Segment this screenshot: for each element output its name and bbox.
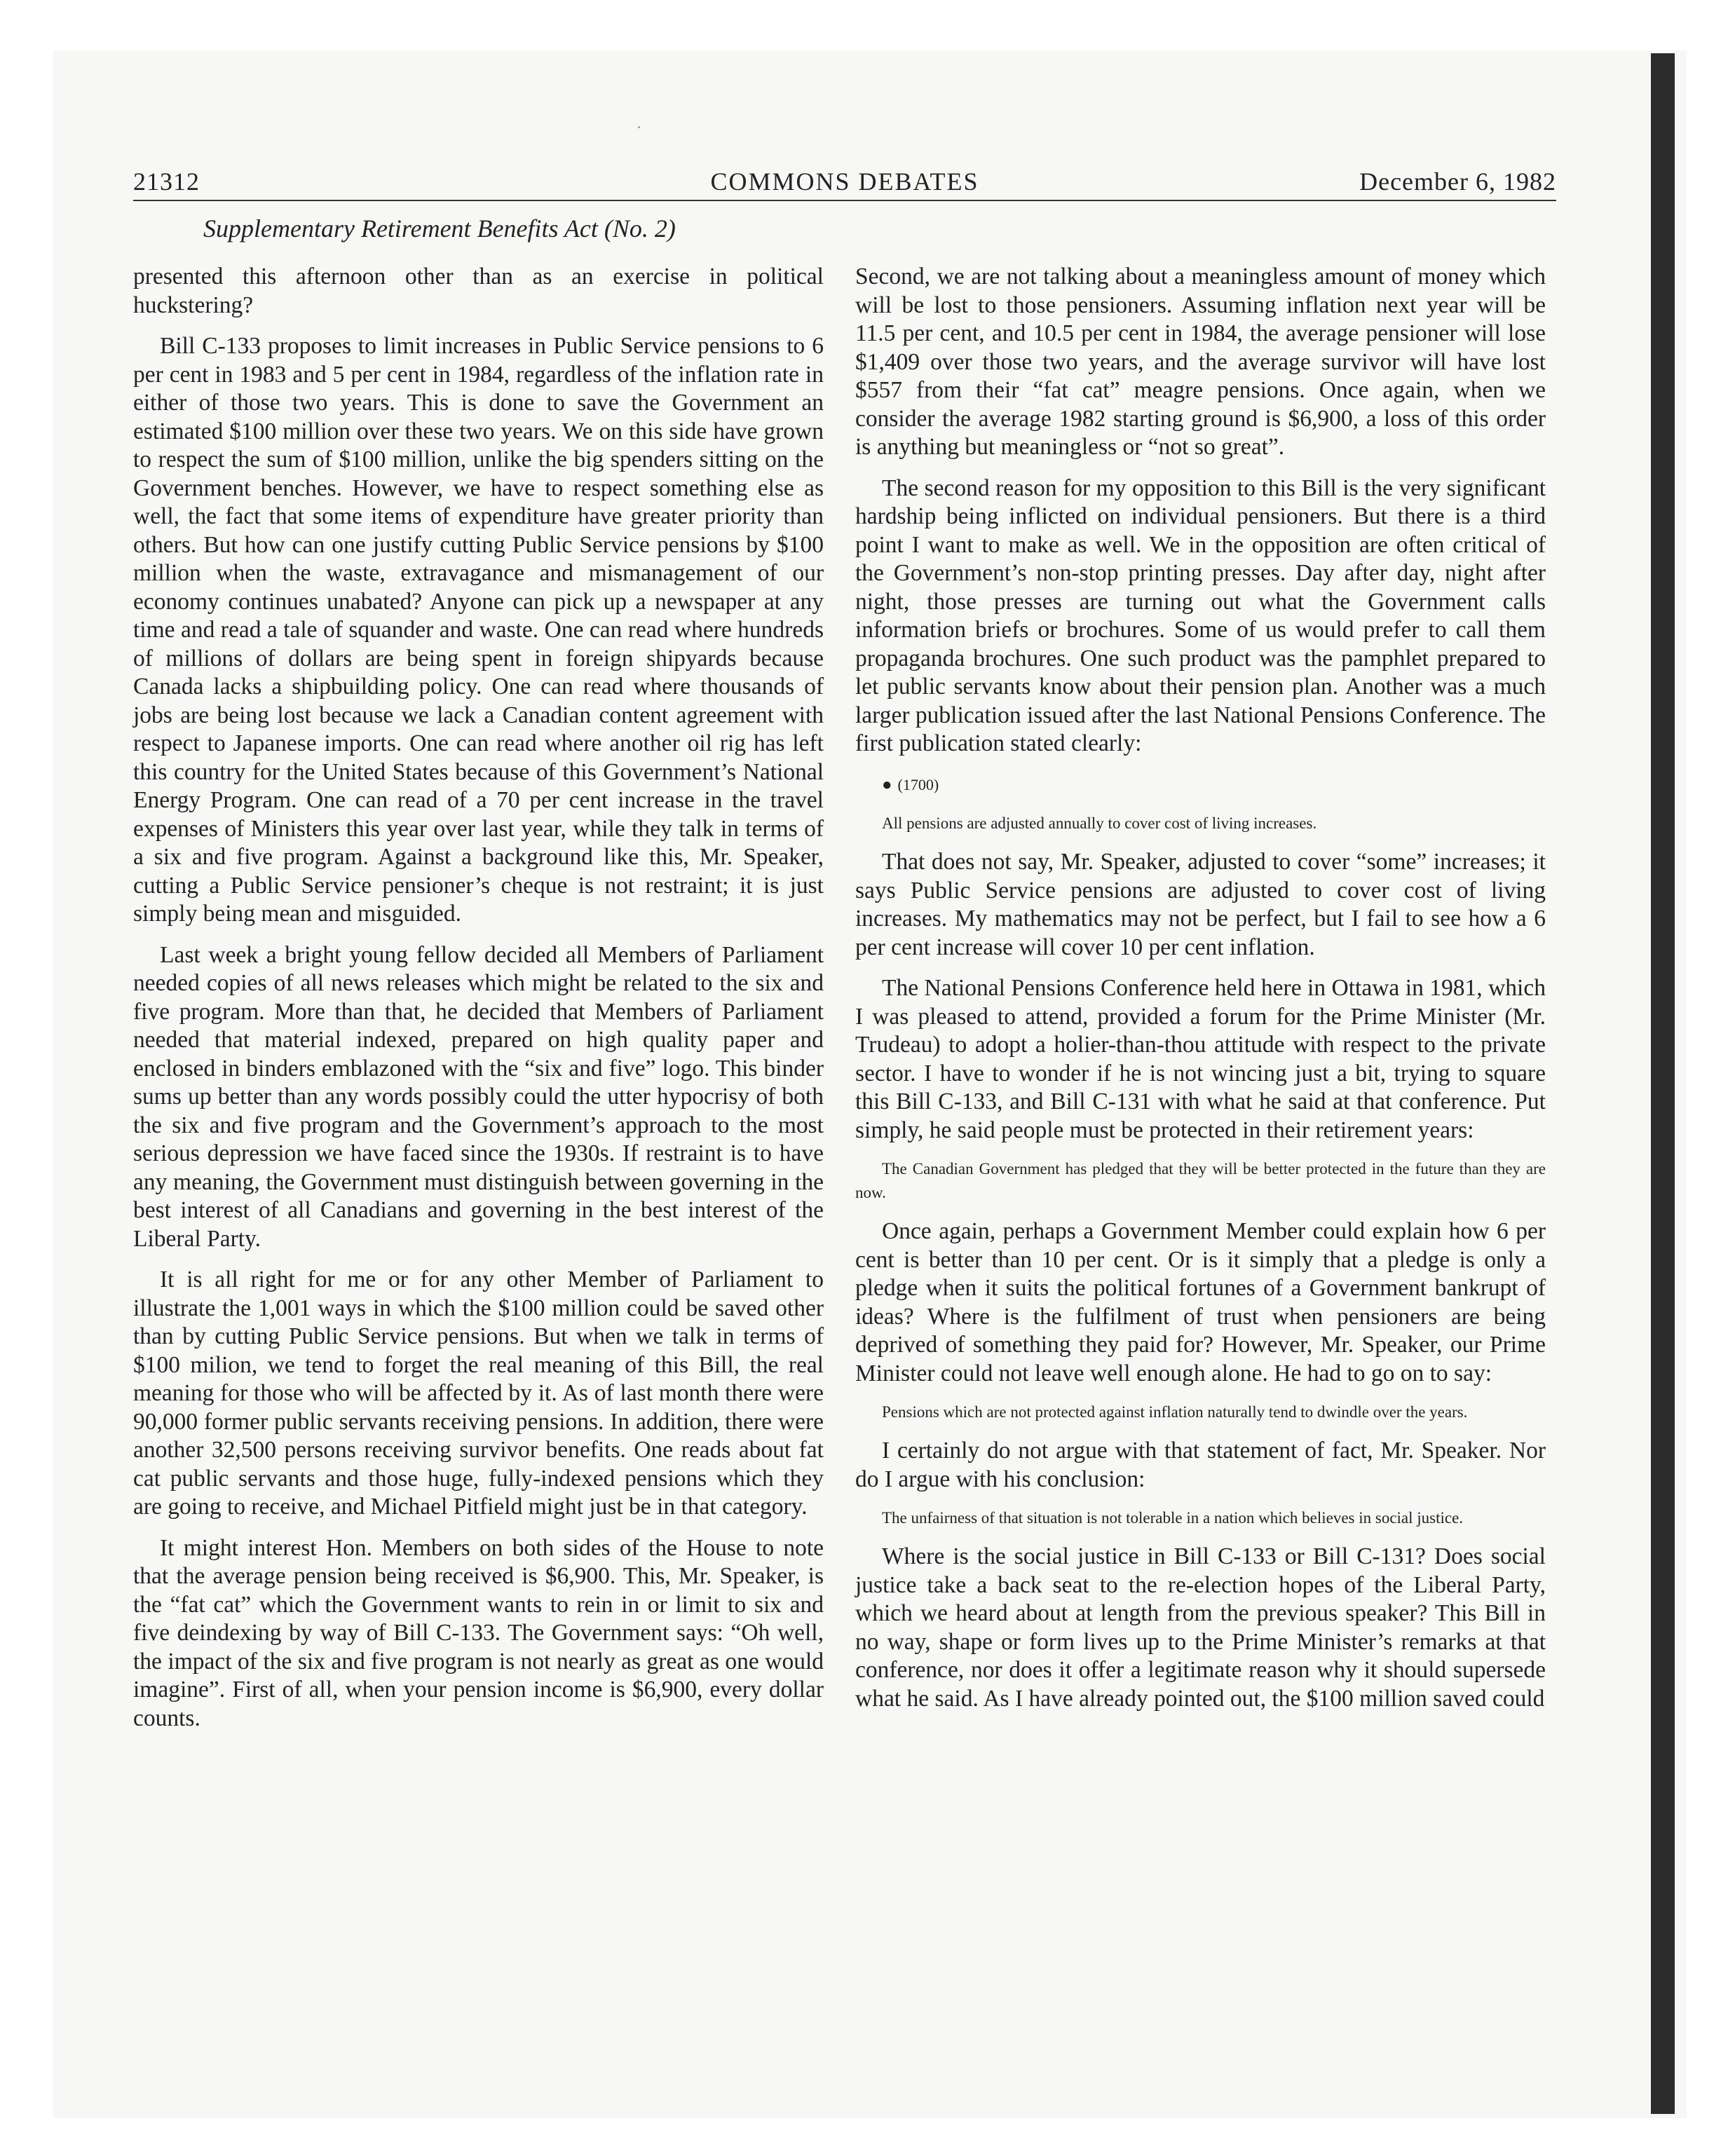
left-column — [133, 263, 824, 1745]
paragraph: That does not say, Mr. Speaker, adjusted to cover “some” increases; it says Public Service pensions are adjusted to cover cost of living increases. My mathematics may not be perfect, but I fail to see how a 6 per cent increase will cover 10 per cent inflation. — [855, 849, 1546, 960]
time-marker — [855, 771, 1546, 800]
time-marker-label: (1700) — [897, 775, 939, 793]
paragraph: Last week a bright young fellow decided all Members of Parliament needed copies of all news releases which might be related to the six and five program. More than that, he decided that Members of Parliament needed that material indexed, prepared on high quality paper and enclosed in binders emblazoned with the “six and five” logo. This binder sums up better than any words possibly could the utter hypocrisy of both the six and five program and the Government’s approach to the most serious depression we have faced since the 1930s. If restraint is to have any meaning, the Government must distinguish between governing in the best interest of all Canadians and governing in the best interest of the Liberal Party. — [133, 941, 824, 1252]
block-quote: The unfairness of that situation is not tolerable in a nation which believes in social justice. — [882, 1509, 1464, 1527]
page-header — [133, 167, 1556, 200]
header-rule — [133, 200, 1556, 201]
paragraph: Where is the social justice in Bill C-133 or Bill C-131? Does social justice take a back seat to the re-election hopes of the Liberal Party, which we heard about at length from the previous speaker? This Bill in no way, shape or form lives up to the Prime Minister’s remarks at that conference, nor does it offer a legitimate reason why it should supersede what he said. As I have already pointed out, the $100 million saved could — [855, 1543, 1546, 1712]
paragraph: Bill C-133 proposes to limit increases in Public Service pensions to 6 per cent in 1983 and 5 per cent in 1984, regardless of the inflation rate in either of those two years. This is done to save the Government an estimated $100 million over these two years. We on this side have grown to respect the sum of $100 million, unlike the big spenders sitting on the Government benches. However, we have to respect something else as well, the fact that some items of expenditure have greater priority than others. But how can one justify cutting Public Service pensions by $100 million when the waste, extravagance and mismanagement of our economy continues unabated? Anyone can pick up a newspaper at any time and read a tale of squander and waste. One can read where hundreds of millions of dollars are being spent in foreign shipyards because Canada lacks a shipbuilding policy. One can read where thousands of jobs are being lost because we lack a Canadian content agreement with respect to Japanese imports. One can read where another oil rig has left this country for the United States because of this Government’s National Energy Program. One can read of a 70 per cent increase in the travel expenses of Ministers this year over last year, while they talk in terms of a six and five program. Against a background like this, Mr. Speaker, cutting a Public Service pensioner’s cheque is not restraint; it is just simply being mean and misguided. — [133, 333, 824, 927]
paragraph: It is all right for me or for any other Member of Parliament to illustrate the 1,001 ways in which the $100 million could be saved other than by cutting Public Service pensions. But when we talk in terms of $100 milion, we tend to forget the real meaning of this Bill, the real meaning for those who will be affected by it. As of last month there were 90,000 former public servants receiving pensions. In addition, there were another 32,500 persons receiving survivor benefits. One reads about fat cat public servants and those huge, fully-indexed pensions which they are going to receive, and Michael Pitfield might just be in that category. — [133, 1267, 824, 1520]
paragraph: Once again, perhaps a Government Member could explain how 6 per cent is better than 10 per cent. Or is it simply that a pledge is only a pledge when it suits the political fortunes of a Government bankrupt of ideas? Where is the fulfilment of trust when pensioners are being deprived of something they paid for? However, Mr. Speaker, our Prime Minister could not leave well enough alone. He had to go on to say: — [855, 1218, 1546, 1386]
scan-edge-bar — [1651, 53, 1675, 2114]
paragraph: It might interest Hon. Members on both sides of the House to note that the average pension being received is $6,900. This, Mr. Speaker, is the “fat cat” which the Government wants to rein in or limit to six and five deindexing by way of Bill C-133. The Government says: “Oh well, the impact of the six and five program is not nearly as great as one would imagine”. First of all, when your pension income is $6,900, every dollar counts. — [133, 1534, 824, 1731]
block-quote: The Canadian Government has pledged that they will be better protected in the future than they are now. — [855, 1160, 1546, 1201]
paragraph: Second, we are not talking about a meaningless amount of money which will be lost to those pensioners. Assuming inflation next year will be 11.5 per cent, and 10.5 per cent in 1984, the average pensioner will lose $1,409 over those two years, and the average survivor will have lost $557 from their “fat cat” meagre pensions. Once again, when we consider the average 1982 starting ground is $6,900, a loss of this order is anything but meaningless or “not so great”. — [855, 264, 1546, 460]
page-number: 21312 — [133, 168, 200, 196]
publication-title: COMMONS DEBATES — [710, 168, 979, 196]
paragraph: The second reason for my opposition to this Bill is the very significant hardship being inflicted on individual pensioners. But there is a third point I want to make as well. We in the opposition are often critical of the Government’s non-stop printing presses. Day after day, night after night, those presses are turning out what the Government calls information briefs or brochures. Some of us would prefer to call them propaganda brochures. One such product was the pamphlet prepared to let public servants know about their pension plan. Another was a much larger publication issued after the last National Pensions Conference. The first publication stated clearly: — [855, 475, 1546, 756]
bullet-icon: ● — [882, 775, 892, 794]
publication-date: December 6, 1982 — [1359, 168, 1556, 196]
paragraph: I certainly do not argue with that statement of fact, Mr. Speaker. Nor do I argue with his conclusion: — [855, 1438, 1546, 1492]
block-quote: Pensions which are not protected against inflation naturally tend to dwindle over the years. — [882, 1403, 1468, 1421]
scan-speck — [638, 126, 640, 128]
running-head: Supplementary Retirement Benefits Act (No. 2) — [203, 214, 676, 243]
right-column — [855, 263, 1546, 1726]
paragraph: presented this afternoon other than as an exercise in political huckstering? — [133, 264, 824, 318]
paragraph: The National Pensions Conference held here in Ottawa in 1981, which I was pleased to attend, provided a forum for the Prime Minister (Mr. Trudeau) to adopt a holier-than-thou attitude with respect to the private sector. I have to wonder if he is not wincing just a bit, trying to square this Bill C-133, and Bill C-131 with what he said at that conference. Put simply, he said people must be protected in their retirement years: — [855, 975, 1546, 1143]
block-quote: All pensions are adjusted annually to cover cost of living increases. — [882, 814, 1317, 832]
